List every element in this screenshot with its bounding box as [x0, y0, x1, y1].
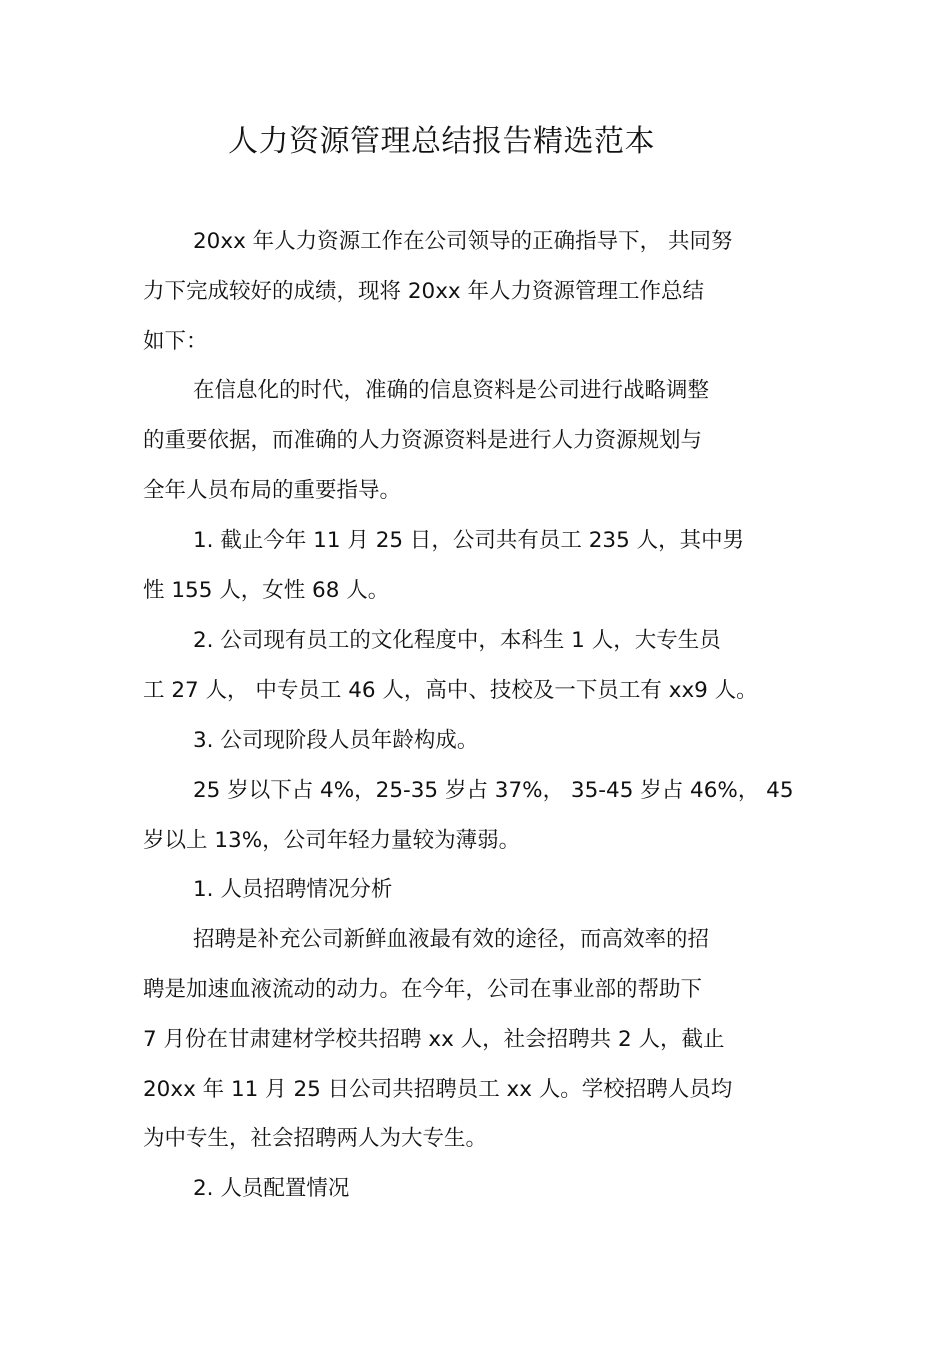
text-line: 全年人员布局的重要指导。	[143, 478, 402, 503]
text-line: 7 月份在甘肃建材学校共招聘 xx 人，社会招聘共 2 人，截止	[143, 1027, 725, 1052]
text-line: 如下：	[143, 329, 208, 354]
section-heading: 1. 人员招聘情况分析	[193, 877, 393, 902]
text-line: 20xx 年 11 月 25 日公司共招聘员工 xx 人。学校招聘人员均	[143, 1077, 733, 1102]
document-title: 人力资源管理总结报告精选范本	[228, 124, 655, 159]
text-line: 聘是加速血液流动的动力。在今年，公司在事业部的帮助下	[143, 977, 703, 1002]
text-line: 1. 截止今年 11 月 25 日，公司共有员工 235 人，其中男	[193, 528, 745, 553]
text-line: 20xx 年人力资源工作在公司领导的正确指导下， 共同努	[193, 229, 733, 254]
text-line: 2. 公司现有员工的文化程度中，本科生 1 人，大专生员	[193, 628, 721, 653]
text-line: 岁以上 13%，公司年轻力量较为薄弱。	[143, 828, 521, 853]
text-line: 3. 公司现阶段人员年龄构成。	[193, 728, 479, 753]
text-line: 25 岁以下占 4%，25-35 岁占 37%， 35-45 岁占 46%， 45	[193, 778, 794, 803]
text-line: 为中专生，社会招聘两人为大专生。	[143, 1126, 488, 1151]
section-heading: 2. 人员配置情况	[193, 1176, 350, 1201]
text-line: 招聘是补充公司新鲜血液最有效的途径，而高效率的招	[193, 927, 710, 952]
text-line: 工 27 人， 中专员工 46 人，高中、技校及一下员工有 xx9 人。	[143, 678, 758, 703]
text-line: 力下完成较好的成绩，现将 20xx 年人力资源管理工作总结	[143, 279, 704, 304]
text-line: 性 155 人，女性 68 人。	[143, 578, 390, 603]
text-line: 的重要依据，而准确的人力资源资料是进行人力资源规划与	[143, 428, 703, 453]
text-line: 在信息化的时代，准确的信息资料是公司进行战略调整	[193, 378, 710, 403]
